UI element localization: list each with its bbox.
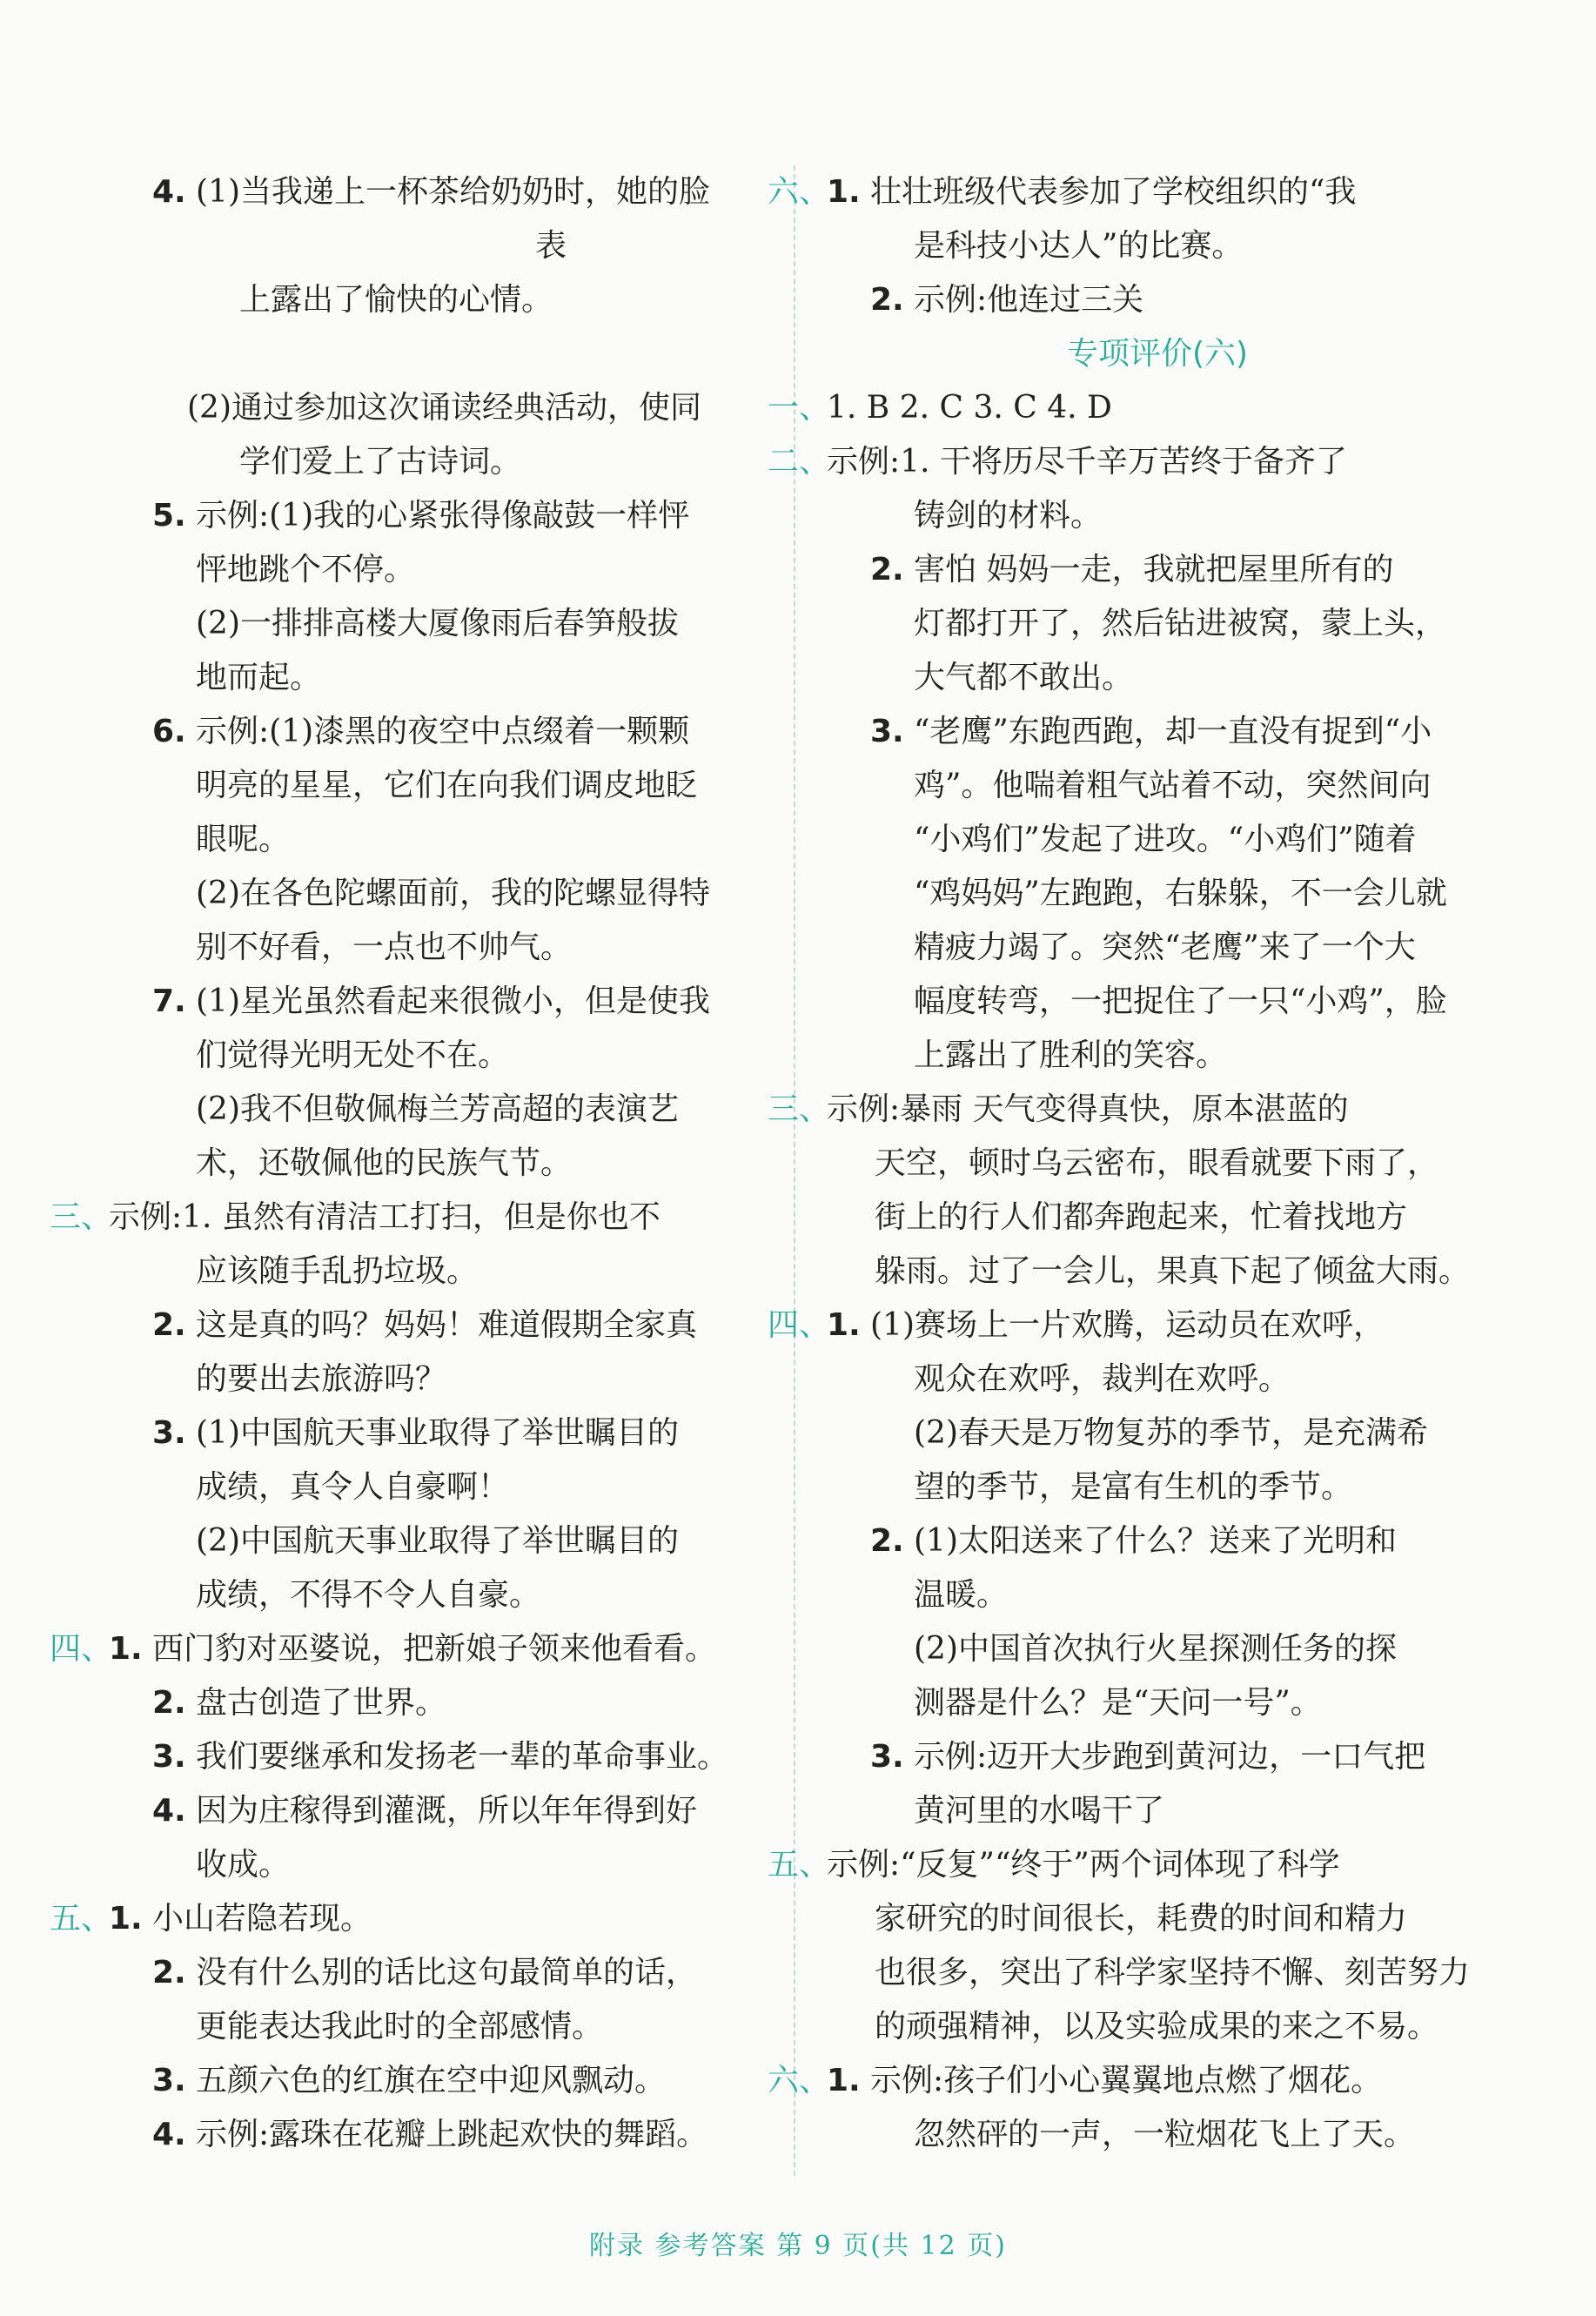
answer-text: (1)中国航天事业取得了举世瞩目的 — [196, 1415, 679, 1451]
section-number: 一、 — [768, 390, 831, 426]
answer-line — [827, 597, 1488, 651]
answer-line — [109, 165, 753, 219]
answer-line — [827, 1137, 1488, 1191]
answer-text: 没有什么别的话比这句最简单的话， — [196, 1955, 698, 1990]
question-number: 4. — [152, 2117, 186, 2152]
answer-text: 因为庄稼得到灌溉，所以年年得到好 — [196, 1793, 698, 1829]
question-number: 7. — [152, 983, 186, 1019]
answer-text: “小鸡们”发起了进攻。“小鸡们”随着 — [914, 822, 1417, 857]
answer-line — [827, 867, 1488, 921]
section-number: 三、 — [768, 1091, 831, 1127]
answer-text: 鸡”。他喘着粗气站着不动，突然间向 — [914, 768, 1432, 803]
answer-text: 测器是什么？是“天问一号”。 — [914, 1685, 1322, 1721]
answer-line — [827, 1676, 1488, 1730]
answer-line — [109, 651, 753, 705]
answer-line — [827, 2000, 1488, 2054]
section-number: 六、 — [768, 174, 831, 210]
section-number: 五、 — [768, 1847, 831, 1883]
answer-line — [109, 327, 753, 381]
question-number: 2. — [152, 1685, 186, 1721]
answer-text: 们觉得光明无处不在。 — [196, 1037, 510, 1073]
answer-text: (1)太阳送来了什么？送来了光明和 — [914, 1523, 1397, 1559]
question-number: 6. — [152, 714, 186, 749]
answer-text: 这是真的吗？妈妈！难道假期全家真 — [196, 1307, 698, 1343]
answer-line — [109, 813, 753, 867]
answer-text: 怦地跳个不停。 — [196, 552, 416, 587]
answer-text: 应该随手乱扔垃圾。 — [196, 1253, 479, 1289]
question-number: 2. — [870, 552, 904, 587]
answer-line — [768, 381, 1488, 435]
answer-text: (2)中国航天事业取得了举世瞩目的 — [196, 1523, 679, 1559]
answer-line — [827, 759, 1488, 813]
answer-line — [109, 1514, 753, 1568]
answer-line — [109, 1245, 753, 1299]
answer-text: 术，还敬佩他的民族气节。 — [196, 1145, 573, 1181]
answer-text: 家研究的时间很长，耗费的时间和精力 — [875, 1901, 1408, 1937]
answer-line — [827, 1514, 1488, 1568]
answer-line — [109, 2000, 753, 2054]
answer-text: (2)在各色陀螺面前，我的陀螺显得特 — [196, 876, 710, 911]
answer-line — [827, 705, 1488, 759]
question-number: 1. — [109, 1901, 143, 1937]
section-number: 四、 — [768, 1307, 831, 1343]
answer-text: 害怕 妈妈一走，我就把屋里所有的 — [914, 552, 1394, 587]
section-number: 五、 — [50, 1901, 113, 1937]
question-number: 1. — [827, 174, 861, 210]
answer-line — [827, 813, 1488, 867]
answer-text: 别不好看，一点也不帅气。 — [196, 930, 573, 965]
answer-text: 的要出去旅游吗？ — [196, 1361, 447, 1397]
answer-text: 上露出了愉快的心情。 — [239, 282, 553, 318]
answer-text: 眼呢。 — [196, 822, 291, 857]
answer-line — [109, 759, 753, 813]
answer-text: 是科技小达人”的比赛。 — [914, 228, 1244, 264]
question-number: 2. — [152, 1307, 186, 1343]
answer-text: 黄河里的水喝干了 — [914, 1793, 1165, 1829]
answer-text: 上露出了胜利的笑容。 — [914, 1037, 1228, 1073]
answer-line — [109, 1730, 753, 1784]
page-footer: 附录 参考答案 第 9 页(共 12 页) — [589, 2231, 1007, 2261]
left-column — [50, 165, 753, 2162]
answer-line — [827, 1568, 1488, 1622]
answer-line — [50, 1191, 753, 1245]
question-number: 2. — [870, 1523, 904, 1559]
answer-line — [50, 1622, 753, 1676]
answer-line — [768, 1083, 1488, 1137]
answer-line — [109, 1406, 753, 1460]
answer-line — [768, 435, 1488, 489]
answer-text: 明亮的星星，它们在向我们调皮地眨 — [196, 768, 698, 803]
answer-line — [827, 1946, 1488, 2000]
answer-text: 望的季节，是富有生机的季节。 — [914, 1469, 1353, 1505]
question-number: 3. — [152, 2063, 186, 2098]
answer-line — [50, 1892, 753, 1946]
question-number: 1. — [827, 2063, 861, 2098]
answer-line — [827, 489, 1488, 543]
answer-line — [109, 1676, 753, 1730]
answer-line — [768, 1838, 1488, 1892]
question-number: 5. — [152, 498, 186, 534]
answer-line — [109, 1299, 753, 1353]
question-number: 3. — [152, 1739, 186, 1775]
answer-text: (2)中国首次执行火星探测任务的探 — [914, 1631, 1397, 1667]
section-number: 六、 — [768, 2063, 831, 2098]
section-number: 二、 — [768, 444, 831, 480]
answer-text: (2)通过参加这次诵读经典活动，使同 — [187, 390, 701, 426]
answer-text: 盘古创造了世界。 — [196, 1685, 447, 1721]
question-number: 4. — [152, 174, 186, 210]
answer-text: 1. B 2. C 3. C 4. D — [827, 390, 1112, 426]
answer-text: (1)赛场上一片欢腾，运动员在欢呼， — [870, 1307, 1385, 1343]
answer-text: 示例:“反复”“终于”两个词体现了科学 — [827, 1847, 1340, 1883]
answer-line — [827, 1622, 1488, 1676]
section-number: 四、 — [50, 1631, 113, 1667]
answer-line — [109, 273, 753, 327]
answer-text: 街上的行人们都奔跑起来，忙着找地方 — [875, 1199, 1408, 1235]
answer-text: 示例:(1)我的心紧张得像敲鼓一样怦 — [196, 498, 690, 534]
answer-text: 也很多，突出了科学家坚持不懈、刻苦努力 — [875, 1955, 1471, 1990]
answer-line — [827, 651, 1488, 705]
answer-line — [109, 489, 753, 543]
right-column — [768, 165, 1488, 2162]
answer-text: (2)春天是万物复苏的季节，是充满希 — [914, 1415, 1428, 1451]
question-number: 3. — [870, 714, 904, 749]
answer-text: 示例:孩子们小心翼翼地点燃了烟花。 — [870, 2063, 1383, 2098]
answer-line — [109, 2108, 753, 2162]
answer-line — [827, 1029, 1488, 1083]
answer-text: (1)星光虽然看起来很微小，但是使我 — [196, 983, 710, 1019]
answer-line — [768, 2054, 1488, 2108]
answer-line — [109, 597, 753, 651]
answer-line — [768, 165, 1488, 219]
answer-text: 表 — [535, 228, 567, 264]
answer-line — [109, 543, 753, 597]
answer-text: (2)我不但敬佩梅兰芳高超的表演艺 — [196, 1091, 679, 1127]
answer-text: 更能表达我此时的全部感情。 — [196, 2009, 604, 2044]
answer-line — [827, 975, 1488, 1029]
answer-text: 铸剑的材料。 — [914, 498, 1103, 534]
question-number: 3. — [152, 1415, 186, 1451]
answer-line — [827, 1353, 1488, 1406]
answer-line — [109, 1137, 753, 1191]
section-heading: 专项评价(六) — [1066, 336, 1249, 372]
question-number: 3. — [870, 1739, 904, 1775]
answer-text: 我们要继承和发扬老一辈的革命事业。 — [196, 1739, 729, 1775]
answer-text: 天空，顿时乌云密布，眼看就要下雨了， — [875, 1145, 1439, 1181]
question-number: 2. — [870, 282, 904, 318]
answer-line — [109, 1083, 753, 1137]
answer-line — [109, 1568, 753, 1622]
answer-line — [109, 867, 753, 921]
answer-text: 五颜六色的红旗在空中迎风飘动。 — [196, 2063, 667, 2098]
answer-line — [768, 1299, 1488, 1353]
answer-text: 示例:露珠在花瓣上跳起欢快的舞蹈。 — [196, 2117, 708, 2152]
section-number: 三、 — [50, 1199, 113, 1235]
answer-text: 观众在欢呼，裁判在欢呼。 — [914, 1361, 1291, 1397]
answer-line — [827, 219, 1488, 273]
question-number: 4. — [152, 1793, 186, 1829]
answer-line — [109, 705, 753, 759]
answer-text: 壮壮班级代表参加了学校组织的“我 — [870, 174, 1357, 210]
answer-line — [109, 381, 753, 435]
answer-text: 示例:暴雨 天气变得真快，原本湛蓝的 — [827, 1091, 1349, 1127]
answer-line — [827, 1730, 1488, 1784]
answer-text: 地而起。 — [196, 660, 322, 695]
answer-text: 成绩，不得不令人自豪。 — [196, 1577, 541, 1613]
answer-line — [827, 2108, 1488, 2162]
answer-text: 示例:他连过三关 — [914, 282, 1144, 318]
answer-text: (1)当我递上一杯茶给奶奶时，她的脸 — [196, 174, 710, 210]
answer-text: 温暖。 — [914, 1577, 1009, 1613]
answer-line — [827, 543, 1488, 597]
answer-line — [827, 1892, 1488, 1946]
answer-line — [827, 921, 1488, 975]
answer-text: 的顽强精神，以及实验成果的来之不易。 — [875, 2009, 1439, 2044]
answer-text: 成绩，真令人自豪啊！ — [196, 1469, 510, 1505]
answer-line — [109, 219, 753, 273]
answer-text: 大气都不敢出。 — [914, 660, 1134, 695]
answer-line — [109, 435, 753, 489]
answer-text: 示例:(1)漆黑的夜空中点缀着一颗颗 — [196, 714, 690, 749]
answer-text: “鸡妈妈”左跑跑，右躲躲，不一会儿就 — [914, 876, 1447, 911]
answer-text: 幅度转弯，一把捉住了一只“小鸡”，脸 — [914, 983, 1447, 1019]
answer-line — [109, 1946, 753, 2000]
answer-line — [109, 921, 753, 975]
answer-line — [827, 1460, 1488, 1514]
answer-text: 收成。 — [196, 1847, 291, 1883]
answer-text: 精疲力竭了。突然“老鹰”来了一个大 — [914, 930, 1416, 965]
question-number: 1. — [109, 1631, 143, 1667]
answer-text: 示例:1. 干将历尽千辛万苦终于备齐了 — [827, 444, 1347, 480]
answer-text: 灯都打开了，然后钻进被窝，蒙上头， — [914, 606, 1447, 641]
answer-line — [109, 1029, 753, 1083]
answer-text: “老鹰”东跑西跑，却一直没有捉到“小 — [914, 714, 1432, 749]
answer-line — [827, 273, 1488, 327]
question-number: 1. — [827, 1307, 861, 1343]
answer-text: 学们爱上了古诗词。 — [239, 444, 522, 480]
answer-line — [109, 1353, 753, 1406]
answer-line — [109, 1838, 753, 1892]
answer-line — [827, 1784, 1488, 1838]
answer-line — [109, 1460, 753, 1514]
answer-line — [827, 1406, 1488, 1460]
answer-text: 示例:迈开大步跑到黄河边，一口气把 — [914, 1739, 1426, 1775]
answer-text: (2)一排排高楼大厦像雨后春笋般拔 — [196, 606, 679, 641]
question-number: 2. — [152, 1955, 186, 1990]
answer-text: 躲雨。过了一会儿，果真下起了倾盆大雨。 — [875, 1253, 1471, 1289]
answer-text: 小山若隐若现。 — [152, 1901, 372, 1937]
answer-line — [109, 975, 753, 1029]
answer-text: 西门豹对巫婆说，把新娘子领来他看看。 — [152, 1631, 717, 1667]
answer-line — [827, 1245, 1488, 1299]
answer-line — [109, 2054, 753, 2108]
answer-line — [109, 1784, 753, 1838]
answer-text: 示例:1. 虽然有清洁工打扫，但是你也不 — [109, 1199, 661, 1235]
answer-line — [827, 1191, 1488, 1245]
answer-text: 忽然砰的一声，一粒烟花飞上了天。 — [914, 2117, 1416, 2152]
